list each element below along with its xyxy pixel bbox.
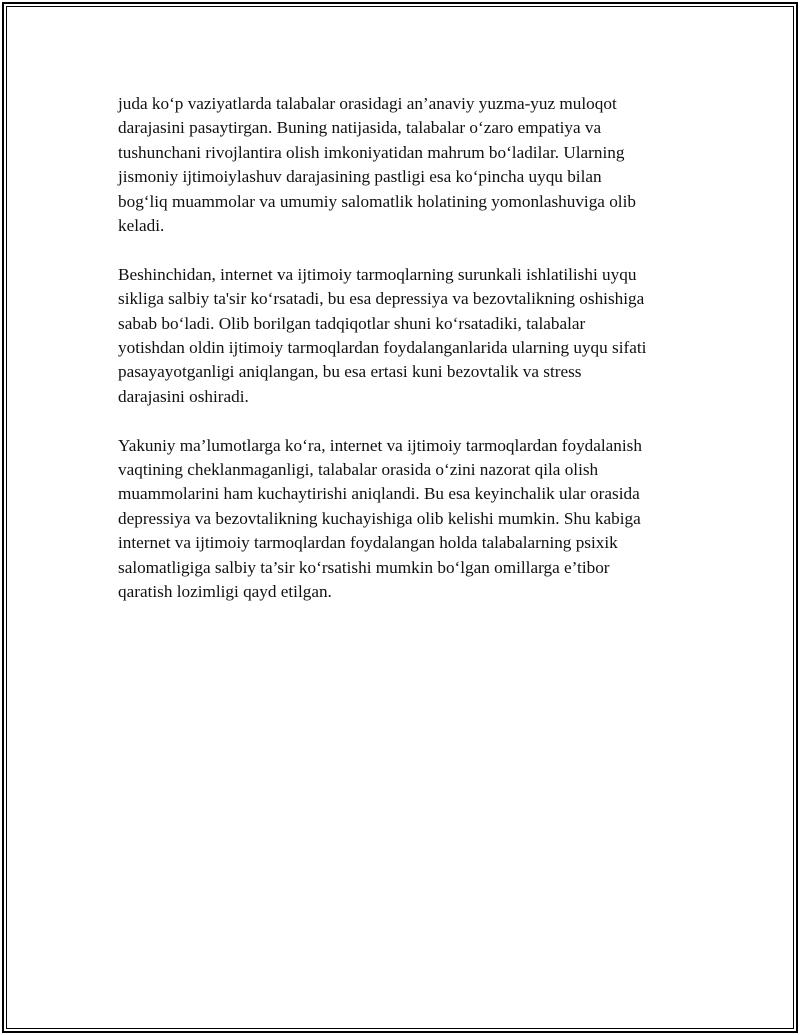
text-line: darajasini oshiradi. <box>118 386 249 406</box>
text-line: pasayayotganligi aniqlangan, bu esa ertasi kuni bezovtalik va stress <box>118 362 582 382</box>
text-line: darajasini pasaytirgan. Buning natijasida, talabalar o‘zaro empatiya va <box>118 118 602 138</box>
text-line: bog‘liq muammolar va umumiy salomatlik holatining yomonlashuviga olib <box>118 191 636 211</box>
text-line: Beshinchidan, internet va ijtimoiy tarmoqlarning surunkali ishlatilishi uyqu <box>118 264 637 284</box>
text-line: keladi. <box>118 216 165 236</box>
text-line: muammolarini ham kuchaytirishi aniqlandi. Bu esa keyinchalik ular orasida <box>118 484 640 504</box>
paragraph-1 <box>118 92 693 238</box>
text-line: yotishdan oldin ijtimoiy tarmoqlardan foydalanganlarida ularning uyqu sifati <box>118 338 647 358</box>
text-line: qaratish lozimligi qayd etilgan. <box>118 582 332 602</box>
text-line: vaqtining cheklanmaganligi, talabalar orasida o‘zini nazorat qila olish <box>118 460 599 480</box>
text-line: tushunchani rivojlantira olish imkoniyatidan mahrum bo‘ladilar. Ularning <box>118 142 625 162</box>
text-line: sabab bo‘ladi. Olib borilgan tadqiqotlar shuni ko‘rsatadiki, talabalar <box>118 313 586 333</box>
paragraph-3 <box>118 434 693 605</box>
text-line: juda ko‘p vaziyatlarda talabalar orasidagi an’anaviy yuzma-yuz muloqot <box>118 94 617 113</box>
paragraph-2 <box>118 263 693 409</box>
text-line: Yakuniy ma’lumotlarga ko‘ra, internet va ijtimoiy tarmoqlardan foydalanish <box>118 435 642 455</box>
text-line: salomatligiga salbiy ta’sir ko‘rsatishi mumkin bo‘lgan omillarga e’tibor <box>118 557 610 577</box>
text-line: depressiya va bezovtalikning kuchayishiga olib kelishi mumkin. Shu kabiga <box>118 508 641 528</box>
text-line: sikliga salbiy ta'sir ko‘rsatadi, bu esa depressiya va bezovtalikning oshishiga <box>118 289 645 309</box>
text-line: jismoniy ijtimoiylashuv darajasining pastligi esa ko‘pincha uyqu bilan <box>118 167 602 187</box>
document-body <box>118 92 693 629</box>
text-line: internet va ijtimoiy tarmoqlardan foydalangan holda talabalarning psixik <box>118 533 618 553</box>
